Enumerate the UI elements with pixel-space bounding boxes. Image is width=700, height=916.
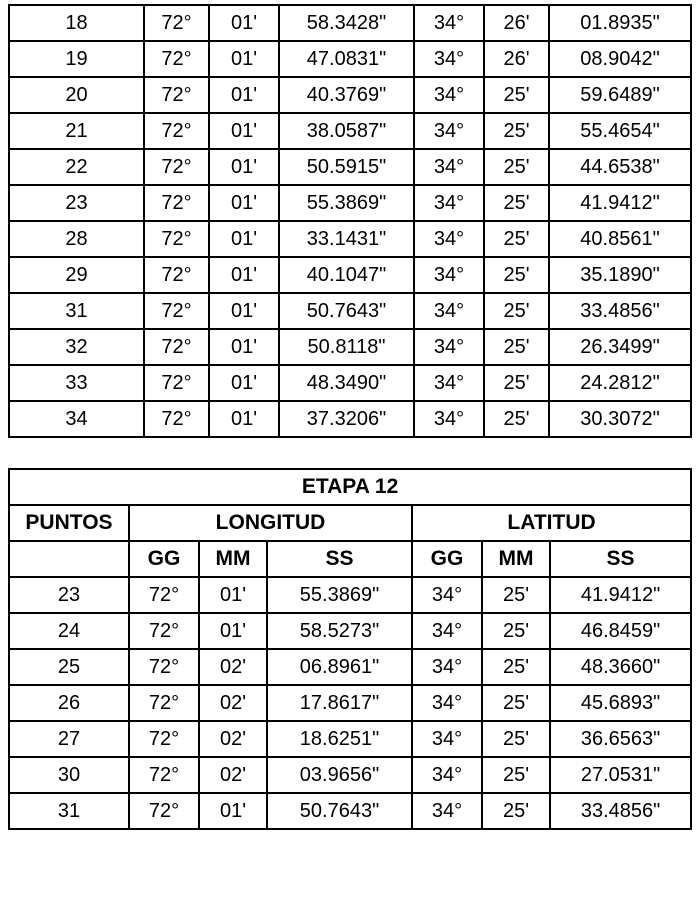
cell-lon-gg: 72° [129, 685, 199, 721]
cell-lon-ss: 33.1431" [279, 221, 414, 257]
cell-lat-gg: 34° [414, 185, 484, 221]
cell-lat-mm: 25' [482, 577, 550, 613]
cell-lon-mm: 01' [209, 149, 279, 185]
cell-lat-gg: 34° [412, 793, 482, 829]
cell-lon-mm: 01' [209, 329, 279, 365]
cell-lat-ss: 41.9412" [550, 577, 691, 613]
cell-lon-ss: 37.3206" [279, 401, 414, 437]
etapa12-table [8, 468, 692, 830]
column-header-blank [9, 541, 129, 577]
cell-lat-ss: 30.3072" [549, 401, 691, 437]
cell-lat-gg: 34° [414, 329, 484, 365]
table-row [9, 721, 691, 757]
table-row [9, 221, 691, 257]
cell-lat-gg: 34° [412, 613, 482, 649]
cell-lon-mm: 02' [199, 757, 267, 793]
cell-lon-ss: 17.8617" [267, 685, 412, 721]
cell-lon-mm: 01' [209, 365, 279, 401]
cell-lat-ss: 27.0531" [550, 757, 691, 793]
cell-point: 33 [9, 365, 144, 401]
cell-lon-gg: 72° [144, 329, 209, 365]
cell-lon-ss: 50.5915" [279, 149, 414, 185]
cell-lon-mm: 01' [209, 221, 279, 257]
table-row [9, 257, 691, 293]
cell-lat-gg: 34° [414, 5, 484, 41]
cell-lat-gg: 34° [414, 41, 484, 77]
cell-point: 28 [9, 221, 144, 257]
cell-lon-ss: 38.0587" [279, 113, 414, 149]
cell-lon-ss: 48.3490" [279, 365, 414, 401]
cell-lat-mm: 25' [484, 149, 549, 185]
cell-lat-gg: 34° [414, 257, 484, 293]
cell-lon-gg: 72° [144, 293, 209, 329]
cell-lat-ss: 41.9412" [549, 185, 691, 221]
cell-lat-ss: 33.4856" [549, 293, 691, 329]
cell-point: 19 [9, 41, 144, 77]
cell-point: 29 [9, 257, 144, 293]
cell-lat-mm: 25' [484, 293, 549, 329]
cell-lat-gg: 34° [414, 113, 484, 149]
cell-lon-gg: 72° [144, 77, 209, 113]
cell-lon-gg: 72° [144, 221, 209, 257]
column-header-lat-ss: SS [550, 541, 691, 577]
cell-lat-ss: 40.8561" [549, 221, 691, 257]
table-row [9, 757, 691, 793]
cell-lat-gg: 34° [412, 757, 482, 793]
cell-lat-mm: 25' [484, 221, 549, 257]
cell-lat-ss: 36.6563" [550, 721, 691, 757]
table-row [9, 41, 691, 77]
table-row [9, 5, 691, 41]
cell-lon-ss: 03.9656" [267, 757, 412, 793]
cell-lat-mm: 25' [482, 685, 550, 721]
cell-lat-mm: 25' [482, 757, 550, 793]
cell-lat-ss: 26.3499" [549, 329, 691, 365]
cell-lon-ss: 55.3869" [279, 185, 414, 221]
cell-lat-ss: 55.4654" [549, 113, 691, 149]
cell-lat-mm: 25' [484, 401, 549, 437]
column-header-latitud: LATITUD [412, 505, 691, 541]
cell-lon-gg: 72° [129, 613, 199, 649]
cell-point: 31 [9, 793, 129, 829]
cell-lat-mm: 25' [482, 721, 550, 757]
cell-point: 24 [9, 613, 129, 649]
cell-lon-ss: 06.8961" [267, 649, 412, 685]
cell-lon-gg: 72° [144, 185, 209, 221]
table-body [9, 5, 691, 437]
cell-lat-mm: 25' [484, 329, 549, 365]
column-header-lon-ss: SS [267, 541, 412, 577]
cell-lon-ss: 58.3428" [279, 5, 414, 41]
column-header-lon-mm: MM [199, 541, 267, 577]
table-row [9, 401, 691, 437]
cell-lon-ss: 40.3769" [279, 77, 414, 113]
table-row [9, 365, 691, 401]
cell-lon-mm: 01' [199, 577, 267, 613]
cell-lat-gg: 34° [414, 221, 484, 257]
cell-lon-mm: 01' [209, 257, 279, 293]
cell-lon-gg: 72° [144, 365, 209, 401]
cell-lon-ss: 58.5273" [267, 613, 412, 649]
cell-lat-ss: 08.9042" [549, 41, 691, 77]
cell-lat-gg: 34° [414, 293, 484, 329]
cell-point: 22 [9, 149, 144, 185]
sub-header-row [9, 541, 691, 577]
table-row [9, 793, 691, 829]
cell-lon-ss: 55.3869" [267, 577, 412, 613]
table-body [9, 577, 691, 829]
column-header-lat-mm: MM [482, 541, 550, 577]
cell-lat-mm: 25' [484, 77, 549, 113]
cell-lat-mm: 25' [482, 793, 550, 829]
column-header-lat-gg: GG [412, 541, 482, 577]
table-row [9, 149, 691, 185]
group-header-row [9, 505, 691, 541]
cell-lat-gg: 34° [414, 77, 484, 113]
cell-lat-ss: 24.2812" [549, 365, 691, 401]
table-row [9, 293, 691, 329]
table-title-row [9, 469, 691, 505]
table-row [9, 613, 691, 649]
cell-lon-ss: 50.7643" [279, 293, 414, 329]
cell-lon-ss: 50.8118" [279, 329, 414, 365]
cell-lat-ss: 45.6893" [550, 685, 691, 721]
cell-lat-gg: 34° [412, 685, 482, 721]
cell-lon-mm: 01' [209, 41, 279, 77]
cell-lon-mm: 01' [199, 613, 267, 649]
cell-point: 34 [9, 401, 144, 437]
cell-lon-gg: 72° [144, 113, 209, 149]
cell-lon-ss: 50.7643" [267, 793, 412, 829]
cell-lon-mm: 01' [209, 77, 279, 113]
table-row [9, 185, 691, 221]
table-row [9, 649, 691, 685]
cell-lon-mm: 01' [209, 5, 279, 41]
cell-lat-gg: 34° [414, 365, 484, 401]
column-header-longitud: LONGITUD [129, 505, 412, 541]
table-row [9, 577, 691, 613]
cell-lon-ss: 18.6251" [267, 721, 412, 757]
cell-point: 21 [9, 113, 144, 149]
cell-lon-gg: 72° [129, 649, 199, 685]
column-header-lon-gg: GG [129, 541, 199, 577]
cell-lon-gg: 72° [129, 793, 199, 829]
table-row [9, 329, 691, 365]
cell-lat-mm: 25' [482, 649, 550, 685]
cell-lon-mm: 01' [209, 113, 279, 149]
cell-lat-ss: 44.6538" [549, 149, 691, 185]
cell-lat-ss: 01.8935" [549, 5, 691, 41]
cell-lat-ss: 59.6489" [549, 77, 691, 113]
cell-lat-ss: 48.3660" [550, 649, 691, 685]
table-row [9, 113, 691, 149]
cell-point: 23 [9, 577, 129, 613]
cell-lon-gg: 72° [129, 577, 199, 613]
cell-lat-ss: 35.1890" [549, 257, 691, 293]
cell-lon-gg: 72° [144, 401, 209, 437]
table-row [9, 685, 691, 721]
cell-point: 31 [9, 293, 144, 329]
cell-lat-mm: 26' [484, 5, 549, 41]
cell-lat-ss: 46.8459" [550, 613, 691, 649]
cell-point: 23 [9, 185, 144, 221]
cell-point: 20 [9, 77, 144, 113]
cell-lon-mm: 01' [209, 293, 279, 329]
column-header-puntos: PUNTOS [9, 505, 129, 541]
cell-lon-gg: 72° [144, 149, 209, 185]
cell-lon-gg: 72° [129, 721, 199, 757]
cell-lat-mm: 25' [484, 185, 549, 221]
cell-lat-mm: 25' [484, 365, 549, 401]
cell-point: 30 [9, 757, 129, 793]
cell-lat-mm: 25' [484, 113, 549, 149]
cell-point: 32 [9, 329, 144, 365]
cell-lon-mm: 01' [209, 185, 279, 221]
cell-lon-gg: 72° [144, 41, 209, 77]
table-row [9, 77, 691, 113]
cell-lat-mm: 25' [484, 257, 549, 293]
cell-point: 18 [9, 5, 144, 41]
cell-lon-gg: 72° [129, 757, 199, 793]
cell-point: 26 [9, 685, 129, 721]
cell-lat-mm: 26' [484, 41, 549, 77]
cell-lat-gg: 34° [412, 577, 482, 613]
cell-lon-mm: 02' [199, 721, 267, 757]
cell-lon-gg: 72° [144, 5, 209, 41]
cell-lat-gg: 34° [414, 149, 484, 185]
cell-lon-ss: 40.1047" [279, 257, 414, 293]
cell-point: 25 [9, 649, 129, 685]
cell-lon-mm: 02' [199, 685, 267, 721]
cell-lon-mm: 02' [199, 649, 267, 685]
cell-lon-mm: 01' [199, 793, 267, 829]
table-head [9, 469, 691, 577]
coordinates-table-continuation [8, 4, 692, 438]
cell-lon-gg: 72° [144, 257, 209, 293]
cell-lon-mm: 01' [209, 401, 279, 437]
cell-lat-mm: 25' [482, 613, 550, 649]
cell-lat-gg: 34° [412, 721, 482, 757]
cell-lat-ss: 33.4856" [550, 793, 691, 829]
table-title: ETAPA 12 [9, 469, 691, 505]
cell-lat-gg: 34° [414, 401, 484, 437]
cell-lon-ss: 47.0831" [279, 41, 414, 77]
cell-point: 27 [9, 721, 129, 757]
cell-lat-gg: 34° [412, 649, 482, 685]
